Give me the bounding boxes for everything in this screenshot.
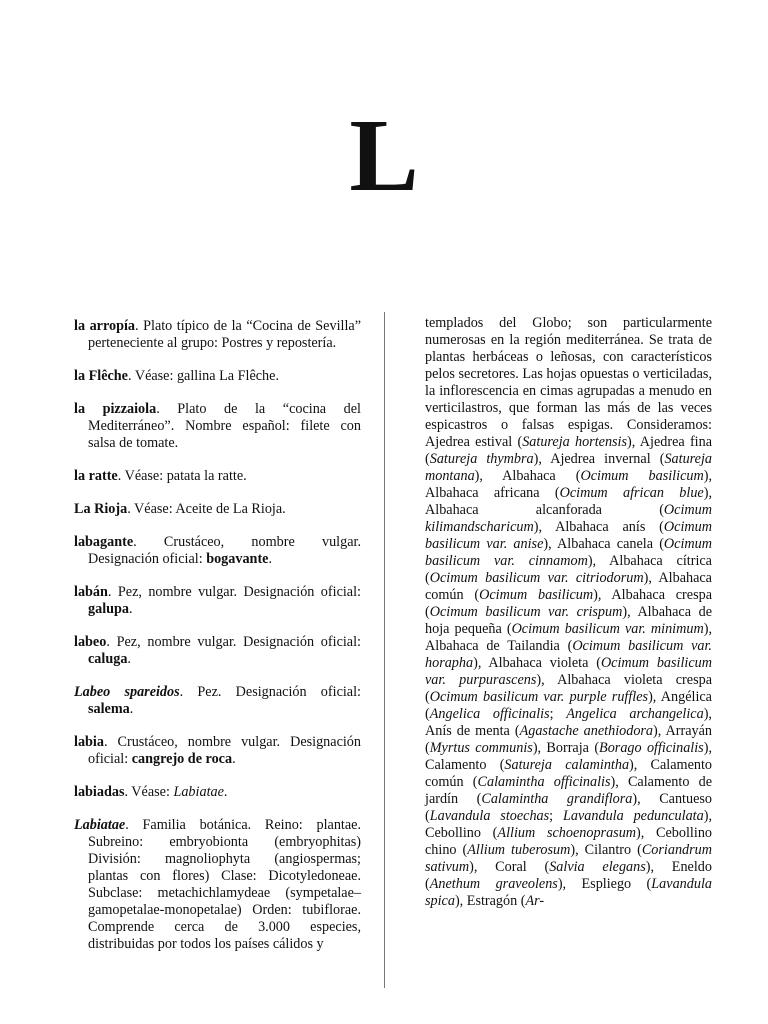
continuation-italic-text: Ocimum basilicum <box>479 587 594 603</box>
continuation-italic-text: Lavandula stoechas <box>429 808 550 824</box>
right-column <box>425 315 712 910</box>
continuation-text: ), Estragón ( <box>454 893 526 909</box>
continuation-text: ), Albahaca violeta crespa ( <box>425 672 712 705</box>
entry-text: . Véase: <box>124 784 174 800</box>
continuation-text: ), Coral ( <box>469 859 550 875</box>
continuation-italic-text: Lavandula spica <box>425 876 712 909</box>
continuation-italic-text: Satureja montana <box>425 451 712 484</box>
continuation-text: ; <box>549 808 563 824</box>
entry-text: . Crustáceo, nombre vulgar. Designación oficial: <box>88 534 361 567</box>
continuation-text: ), Calamento de jardín ( <box>425 774 712 807</box>
continuation-italic-text: Anethum graveolens <box>429 876 558 892</box>
entry-bold-italic-text: Labeo spareidos <box>74 684 180 700</box>
entry-bold-text: bogavante <box>206 551 269 567</box>
continuation-italic-text: Calamintha officinalis <box>477 774 611 790</box>
continuation-text: ), Calamento común ( <box>425 757 713 790</box>
continuation-italic-text: Ocimum african blue <box>559 485 704 501</box>
continuation-italic-text: Ocimum basilicum <box>580 468 704 484</box>
continuation-text: ), Angélica ( <box>425 689 712 722</box>
continuation-text: ), Espliego ( <box>557 876 652 892</box>
continuation-text: ), Arrayán ( <box>425 723 712 756</box>
entry-text: . Pez. Designación oficial: <box>179 684 361 700</box>
continuation-text: ), Anís de menta ( <box>425 706 712 739</box>
entry-bold-text: cangrejo de roca <box>131 751 233 767</box>
dictionary-entry <box>74 401 361 452</box>
continuation-text: ), Cantueso ( <box>425 791 712 824</box>
entry-bold-text: la ratte <box>74 468 118 484</box>
entry-bold-text: La Rioja <box>74 501 128 517</box>
entry-text: . <box>268 551 273 567</box>
continuation-text: ), Albahaca de Tailandia ( <box>425 621 712 654</box>
entry-text: . <box>223 784 228 800</box>
continuation-text: ; <box>549 706 567 722</box>
entry-bold-text: labia <box>74 734 104 750</box>
continuation-text: templados del Globo; son particularmente numerosas en la región mediterránea. Se trata de plantas herbáceas o leñosas, con característicos pelos secretores. Las hojas opuestas o verticiladas, la inflorescencia en cimas agrupadas a menudo en verticilastros, que forman las más de las veces espicastros o falsas espigas. Consideramos: Ajedrea estival ( <box>425 315 712 450</box>
continuation-italic-text: Allium tuberosum <box>467 842 571 858</box>
entry-text: . Véase: Aceite de La Rioja. <box>127 501 286 517</box>
continuation-italic-text: Borago officinalis <box>599 740 704 756</box>
continuation-text: ), Albahaca canela ( <box>543 536 664 552</box>
section-letter-heading: L <box>349 98 419 213</box>
dictionary-entry <box>74 534 361 568</box>
entry-bold-text: caluga <box>88 651 128 667</box>
continuation-italic-text: Ocimum basilicum var. citriodorum <box>429 570 644 586</box>
continuation-italic-text: Allium schoenoprasum <box>497 825 637 841</box>
entry-text: . Crustáceo, nombre vulgar. Designación oficial: <box>88 734 361 767</box>
entry-text: . Plato de la “cocina del Mediterráneo”. Nombre español: filete con salsa de tomate. <box>88 401 361 451</box>
dictionary-entry <box>74 468 361 485</box>
entry-text: . <box>232 751 236 767</box>
entry-text: . <box>129 701 134 717</box>
entry-text: . Familia botánica. Reino: plantae. Subreino: embryobionta (embryophitas) División: magnoliophyta (angiospermas; plantas con flores) Clase: Dicotyledoneae. Subclase: metachichlamydeae (sympetalae–gamopetalae-monopetalae) Orden: tubiflorae. Comprende cerca de 3.000 especies, distribuidas por todos los países cálidos y <box>88 817 361 952</box>
continuation-text: ), Albahaca alcanforada ( <box>425 485 712 518</box>
dictionary-entry <box>74 817 361 953</box>
entry-bold-text: labán <box>74 584 108 600</box>
continuation-italic-text: Angelica officinalis <box>429 706 550 722</box>
continuation-italic-text: Angelica archangelica <box>566 706 704 722</box>
continuation-text: ), Cebollino chino ( <box>425 825 713 858</box>
entry-text: . Véase: gallina La Flêche. <box>127 368 279 384</box>
entry-bold-italic-text: Labiatae <box>74 817 126 833</box>
continuation-italic-text: Ocimum kilimandscharicum <box>425 502 712 535</box>
continuation-italic-text: Calamintha grandiflora <box>481 791 633 807</box>
continuation-italic-text: Satureja thymbra <box>429 451 534 467</box>
continuation-text: ), Albahaca cítrica ( <box>425 553 712 586</box>
continuation-text: ), Calamento ( <box>425 740 712 773</box>
dictionary-entry <box>74 684 361 718</box>
entry-bold-text: la pizzaiola <box>74 401 157 417</box>
entry-text: . Plato típico de la “Cocina de Sevilla” perteneciente al grupo: Postres y repostería. <box>88 318 361 351</box>
dictionary-entry <box>74 634 361 668</box>
continuation-italic-text: Lavandula pedunculata <box>563 808 704 824</box>
entry-text: . <box>129 601 133 617</box>
entry-bold-text: labiadas <box>74 784 125 800</box>
continuation-italic-text: Myrtus communis <box>429 740 533 756</box>
continuation-italic-text: Ocimum basilicum var. anise <box>425 519 712 552</box>
continuation-italic-text: Ocimum basilicum var. cinnamom <box>425 536 712 569</box>
continuation-italic-text: Agastache anethiodora <box>519 723 654 739</box>
continuation-italic-text: Satureja calamintha <box>504 757 630 773</box>
entry-bold-text: la Flêche <box>74 368 128 384</box>
continuation-text: ), Albahaca crespa ( <box>425 587 712 620</box>
entry-italic-text: Labiatae <box>173 784 224 800</box>
left-column <box>74 318 361 969</box>
dictionary-entry <box>74 368 361 385</box>
entry-bold-text: labagante <box>74 534 134 550</box>
continuation-text: ), Ajedrea invernal ( <box>533 451 665 467</box>
continuation-italic-text: Ocimum basilicum var. purple ruffles <box>429 689 649 705</box>
continuation-italic-text: Ocimum basilicum var. horapha <box>425 638 712 671</box>
continuation-italic-text: Ocimum basilicum var. purpurascens <box>425 655 712 688</box>
entry-text: . Véase: patata la ratte. <box>117 468 247 484</box>
column-divider <box>384 312 385 988</box>
continuation-text: ), Albahaca africana ( <box>425 468 712 501</box>
continuation-text: ), Albahaca ( <box>474 468 581 484</box>
entry-bold-text: salema <box>88 701 130 717</box>
continuation-text: ), Eneldo ( <box>425 859 712 892</box>
entry-text: . <box>127 651 131 667</box>
entry-bold-text: labeo <box>74 634 107 650</box>
continuation-text: ), Albahaca de hoja pequeña ( <box>425 604 712 637</box>
continuation-italic-text: Satureja hortensis <box>522 434 628 450</box>
continuation-text: ), Cilantro ( <box>570 842 642 858</box>
labiatae-continuation <box>425 315 712 910</box>
dictionary-entry <box>74 501 361 518</box>
entry-text: . Pez, nombre vulgar. Designación oficial: <box>107 584 361 600</box>
entry-text: . Pez, nombre vulgar. Designación oficial: <box>106 634 361 650</box>
continuation-text: ), Borraja ( <box>532 740 600 756</box>
continuation-italic-text: Ar- <box>525 893 545 909</box>
continuation-italic-text: Ocimum basilicum var. crispum <box>429 604 623 620</box>
dictionary-entry <box>74 784 361 801</box>
entry-bold-text: la arropía <box>74 318 136 334</box>
dictionary-entry <box>74 318 361 352</box>
dictionary-entry <box>74 584 361 618</box>
continuation-text: ), Albahaca anís ( <box>533 519 664 535</box>
dictionary-entry <box>74 734 361 768</box>
continuation-italic-text: Salvia elegans <box>549 859 646 875</box>
continuation-text: ), Cebollino ( <box>425 808 712 841</box>
continuation-text: ), Albahaca violeta ( <box>473 655 601 671</box>
continuation-italic-text: Coriandrum sativum <box>425 842 712 875</box>
continuation-text: ), Albahaca común ( <box>425 570 712 603</box>
continuation-italic-text: Ocimum basilicum var. minimum <box>511 621 704 637</box>
continuation-text: ), Ajedrea fina ( <box>425 434 712 467</box>
entry-bold-text: galupa <box>88 601 130 617</box>
